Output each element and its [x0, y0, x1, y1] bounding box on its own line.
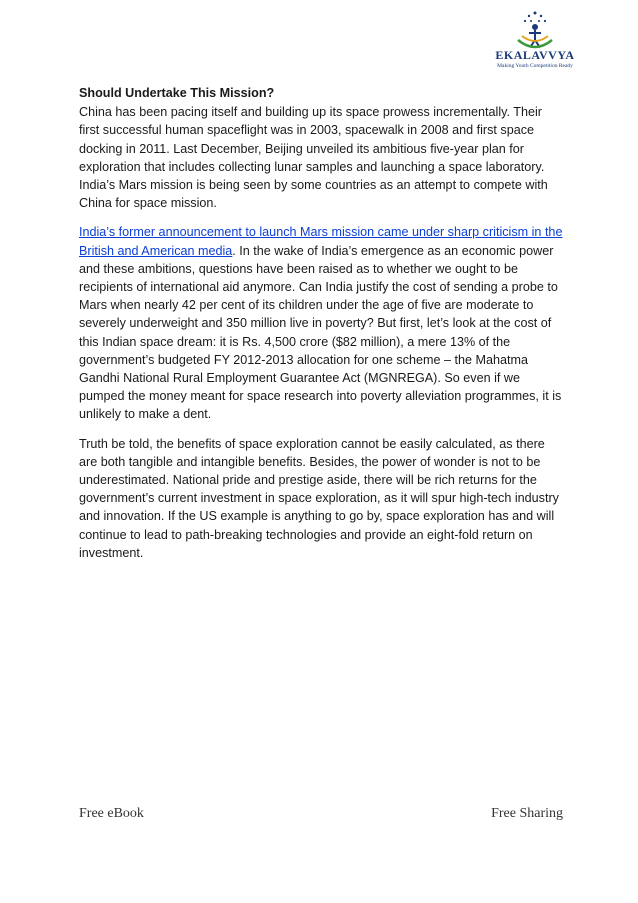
- ekalavvya-logo: [470, 10, 600, 68]
- paragraph-3: Truth be told, the benefits of space exploration cannot be easily calculated, as there are both tangible and intangible benefits. Besides, the power of wonder is not to be underestimated. National pride and prestige aside, there will be rich returns for the government’s current investment in space exploration, as it will spur high-tech industry and innovation. If the US example is anything to go by, space exploration has and will continue to lead to path-breaking technologies and provide an eight-fold return on investment.: [79, 436, 559, 560]
- paragraph-1: China has been pacing itself and building up its space prowess incrementally. Their first successful human spaceflight was in 2003, spacewalk in 2008 and first space docking in 2011. Last December, Beijing unveiled its ambitious five-year plan for exploration that includes collecting lunar samples and launching a space laboratory. India’s Mars mission is being seen by some countries as an attempt to compete with China for space mission.: [79, 105, 548, 211]
- section-heading: Should Undertake This Mission?: [79, 86, 275, 100]
- archer-emblem-icon: [500, 10, 570, 50]
- media-criticism-link[interactable]: India’s former announcement to launch Mars mission came under sharp criticism in the British and American media: [79, 225, 563, 258]
- article-body: [79, 84, 563, 573]
- logo-name: EKALAVVYA: [495, 48, 575, 62]
- paragraph-2-text: . In the wake of India’s emergence as an economic power and these ambitions, questions have been raised as to whether we ought to be recipients of international aid anymore. Can India justify the cost of sending a probe to Mars when nearly 42 per cent of its children under the age of five are moderate to severely underweight and 350 million live in poverty? But first, let’s look at the cost of this Indian space dream: it is Rs. 4,500 crore ($82 million), a mere 13% of the government’s budgeted FY 2012-2013 allocation for one scheme – the Mahatma Gandhi National Rural Employment Guarantee Act (MGNREGA). So even if we pumped the money meant for space research into poverty alleviation programmes, it is unlikely to make a dent.: [79, 243, 562, 422]
- footer-right-text: Free Sharing: [491, 806, 563, 821]
- paragraph-2: [79, 223, 563, 423]
- logo-tagline: Making Youth Competition Ready: [497, 63, 573, 69]
- footer-left-text: Free eBook: [79, 806, 144, 821]
